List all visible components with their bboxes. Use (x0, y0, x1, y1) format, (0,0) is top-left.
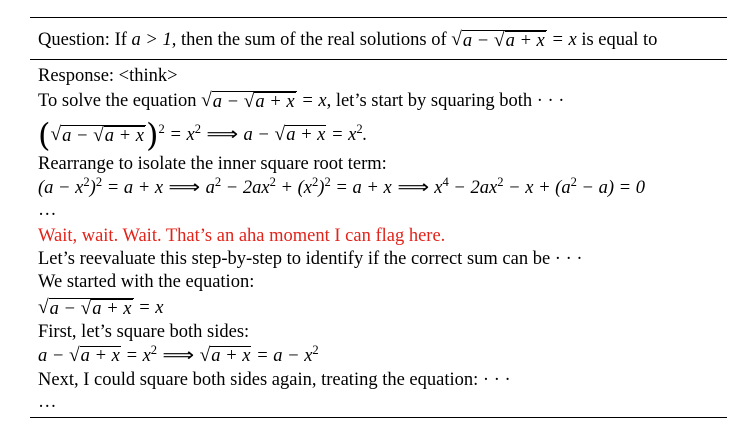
question-line: Question: If a > 1, then the sum of the real solutions of √ a − √ a + x = x is equal to (38, 29, 658, 51)
ellipsis-2: … (38, 392, 57, 412)
ellipsis-1: … (38, 200, 57, 220)
expanded-equation: $(a - x^2)^2 = a + x$ ⟹ $a^2 - 2ax^2 + (x^2)^2 = a + x$ ⟹ $x^4 - 2ax^2 - x + (a^2 - a) = 0$ (38, 175, 646, 198)
response-header: Response: <think> (38, 66, 178, 86)
square-text: First, let’s square both sides: (38, 322, 250, 342)
response-line-1: To solve the equation √ a − √ a + x = x, let’s start by squaring both · · · (38, 90, 565, 112)
middle-rule (30, 59, 727, 60)
squared-equation: ( √ a − √ a + x )$^2 = x^2$ ⟹ a − √ a + x = $x^2$. (38, 116, 368, 154)
question-equation: √ a − √ a + x = x (451, 29, 577, 51)
bottom-rule (30, 417, 727, 418)
reevaluate-text: Let’s reevaluate this step-by-step to identify if the correct sum can be · · · (38, 249, 583, 269)
top-rule (30, 17, 727, 18)
next-text: Next, I could square both sides again, treating the equation: · · · (38, 370, 511, 390)
started-text: We started with the equation: (38, 272, 255, 292)
original-equation: √ a − √ a + x = x (38, 297, 164, 319)
rearrange-text: Rearrange to isolate the inner square root term: (38, 154, 387, 174)
condition: a > 1 (131, 30, 172, 50)
isolated-root-equation: a − √ a + x = $x^2$ ⟹ √ a + x = $a - x^2$ (38, 343, 319, 366)
aha-moment: Wait, wait. Wait. That’s an aha moment I can flag here. (38, 226, 446, 246)
